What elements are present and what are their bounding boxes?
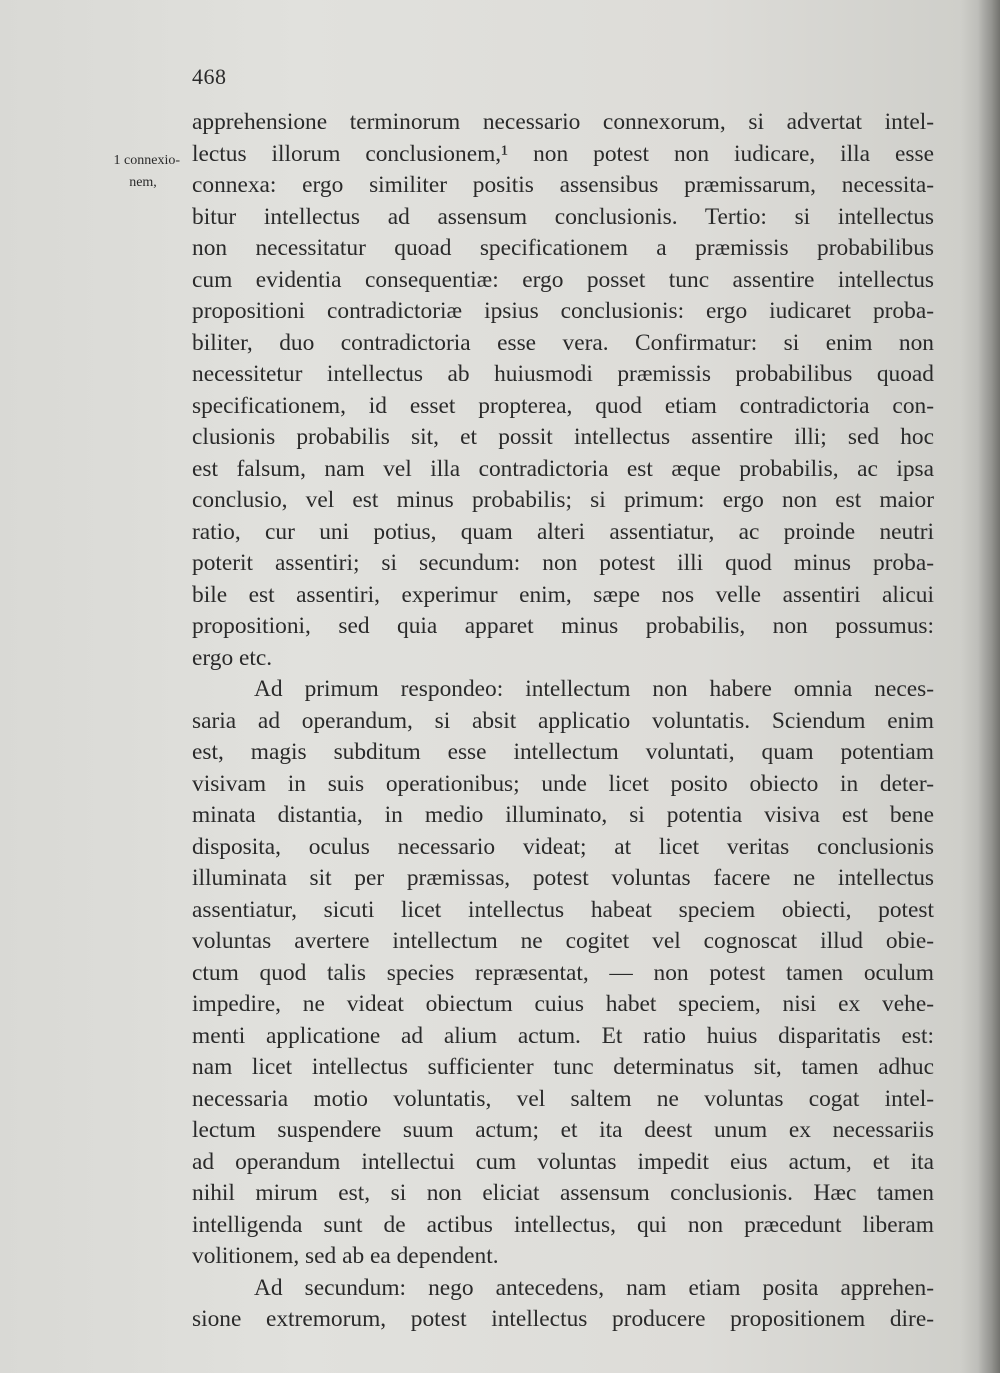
footnote-text-line1: connexio- [124,153,180,168]
paragraph-start-line: Ad secundum: nego antecedens, nam etiam posita apprehen- [254,1274,934,1301]
text-line: volitionem, sed ab ea dependent. [192,1243,499,1269]
text-line: nihil mirum est, si non eliciat assensum conclusionis. Hæc tamen [192,1180,934,1206]
page-edge-shadow [978,0,1000,1373]
text-line: est falsum, nam vel illa contradictoria est æque probabilis, ac ipsa [192,455,934,482]
text-line: sione extremorum, potest intellectus producere propositionem dire- [192,1306,934,1332]
text-line: clusionis probabilis sit, et possit intellectus assentire illi; sed hoc [192,424,934,450]
text-line: illuminata sit per præmissas, potest voluntas facere ne intellectus [192,865,934,891]
page-number: 468 [192,64,227,89]
paragraph-start-line: Ad primum respondeo: intellectum non habere omnia neces- [254,676,934,702]
text-line: connexa: ergo similiter positis assensibus præmissarum, necessita- [192,172,934,198]
body-text [192,107,934,1336]
text-line: ad operandum intellectui cum voluntas impedit eius actum, et ita [192,1148,934,1175]
text-line: impedire, ne videat obiectum cuius habet speciem, nisi ex vehe- [192,991,934,1017]
text-line: specificationem, id esset propterea, quod etiam contradictoria con- [192,392,934,419]
text-line: bile est assentiri, experimur enim, sæpe nos velle assentiri alicui [192,581,934,608]
text-line: minata distantia, in medio illuminato, si potentia visiva est bene [192,802,934,828]
text-line: voluntas avertere intellectum ne cogitet vel cognoscat illud obie- [192,928,934,954]
text-line: non necessitatur quoad specificationem a præmissis probabilibus [192,235,934,261]
text-line: bitur intellectus ad assensum conclusionis. Tertio: si intellectus [192,203,934,230]
text-line: lectus illorum conclusionem,¹ non potest non iudicare, illa esse [192,140,934,167]
text-line: nam licet intellectus sufficienter tunc determinatus sit, tamen adhuc [192,1054,934,1080]
footnote-text-line2: nem, [129,175,157,190]
text-line: menti applicatione ad alium actum. Et ratio huius disparitatis est: [192,1022,934,1049]
text-line: lectum suspendere suum actum; et ita deest unum ex necessariis [192,1117,934,1143]
text-line: propositioni, sed quia apparet minus probabilis, non possumus: [192,613,934,639]
text-line: disposita, oculus necessario videat; at licet veritas conclusionis [192,833,934,860]
text-line: intelligenda sunt de actibus intellectus, qui non præcedunt liberam [192,1211,934,1238]
text-line: est, magis subditum esse intellectum voluntati, quam potentiam [192,739,934,765]
text-line: apprehensione terminorum necessario connexorum, si advertat intel- [192,109,934,135]
text-line: ctum quod talis species repræsentat, — non potest tamen oculum [192,959,934,986]
text-line: saria ad operandum, si absit applicatio voluntatis. Sciendum enim [192,707,934,734]
text-line: assentiatur, sicuti licet intellectus habeat speciem obiecti, potest [192,896,934,923]
text-line: necessaria motio voluntatis, vel saltem ne voluntas cogat intel- [192,1085,934,1112]
margin-footnote [88,150,180,194]
text-line: cum evidentia consequentiæ: ergo posset tunc assentire intellectus [192,266,934,293]
text-line: ergo etc. [192,644,273,671]
text-line: visivam in suis operationibus; unde licet posito obiecto in deter- [192,770,934,797]
text-line: poterit assentiri; si secundum: non potest illi quod minus proba- [192,550,934,576]
text-line: necessitetur intellectus ab huiusmodi præmissis probabilibus quoad [192,361,934,387]
text-line: biliter, duo contradictoria esse vera. Confirmatur: si enim non [192,329,934,356]
text-line: ratio, cur uni potius, quam alteri assentiatur, ac proinde neutri [192,518,934,545]
text-line: propositioni contradictoriæ ipsius conclusionis: ergo iudicaret proba- [192,298,934,324]
text-line: conclusio, vel est minus probabilis; si primum: ergo non est maior [192,487,934,513]
footnote-marker: 1 [113,153,121,168]
